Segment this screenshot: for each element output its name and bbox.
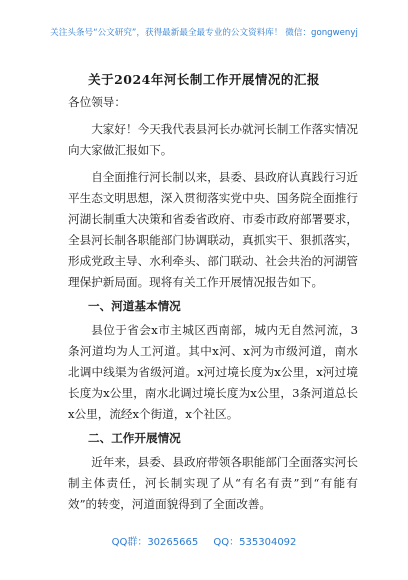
footer-qq: QQ：535304092 xyxy=(213,537,297,548)
footer-contact xyxy=(0,533,408,548)
section-heading-1: 一、河道基本情况 xyxy=(88,299,181,313)
paragraph-intro: 自全面推行河长制以来，县委、县政府认真践行习近平生态文明思想，深入贯彻落实党中央、国务院全面推行河湖长制重大决策和省委省政府、市委市政府部署要求，全县河长制各职能部门协调联动，真抓实干、狠抓落实，形成党政主导、水利牵头、部门联动、社会共治的河湖管理保护新局面。现将有关工作开展情况报告如下。 xyxy=(68,170,358,289)
document-body xyxy=(68,92,358,515)
section-heading-2: 二、工作开展情况 xyxy=(88,431,181,445)
paragraph-river-info: 县位于省会x市主城区西南部，城内无自然河流，3条河道均为人工河道。其中x河、x河为市级河道，南水北调中线渠为省级河道。x河过境长度为x公里，x河过境长度为x公里，南水北调过境长度为x公里，3条河道总长x公里，流经x个街道，x个社区。 xyxy=(68,323,358,421)
header-banner: 关注头条号“公文研究”，获得最新最全最专业的公文资料库！ 微信：gongwenyj xyxy=(50,28,358,38)
paragraph-work-status: 近年来，县委、县政府带领各职能部门全面落实河长制主体责任，河长制实现了从“有名有责”到“有能有效”的转变，河道面貌得到了全面改善。 xyxy=(68,455,358,511)
document-title: 关于2024年河长制工作开展情况的汇报 xyxy=(88,72,320,87)
paragraph-greeting: 大家好！今天我代表县河长办就河长制工作落实情况向大家做汇报如下。 xyxy=(68,122,358,157)
footer-qq-group: QQ群：30265665 xyxy=(111,537,199,548)
salutation: 各位领导： xyxy=(68,95,126,109)
